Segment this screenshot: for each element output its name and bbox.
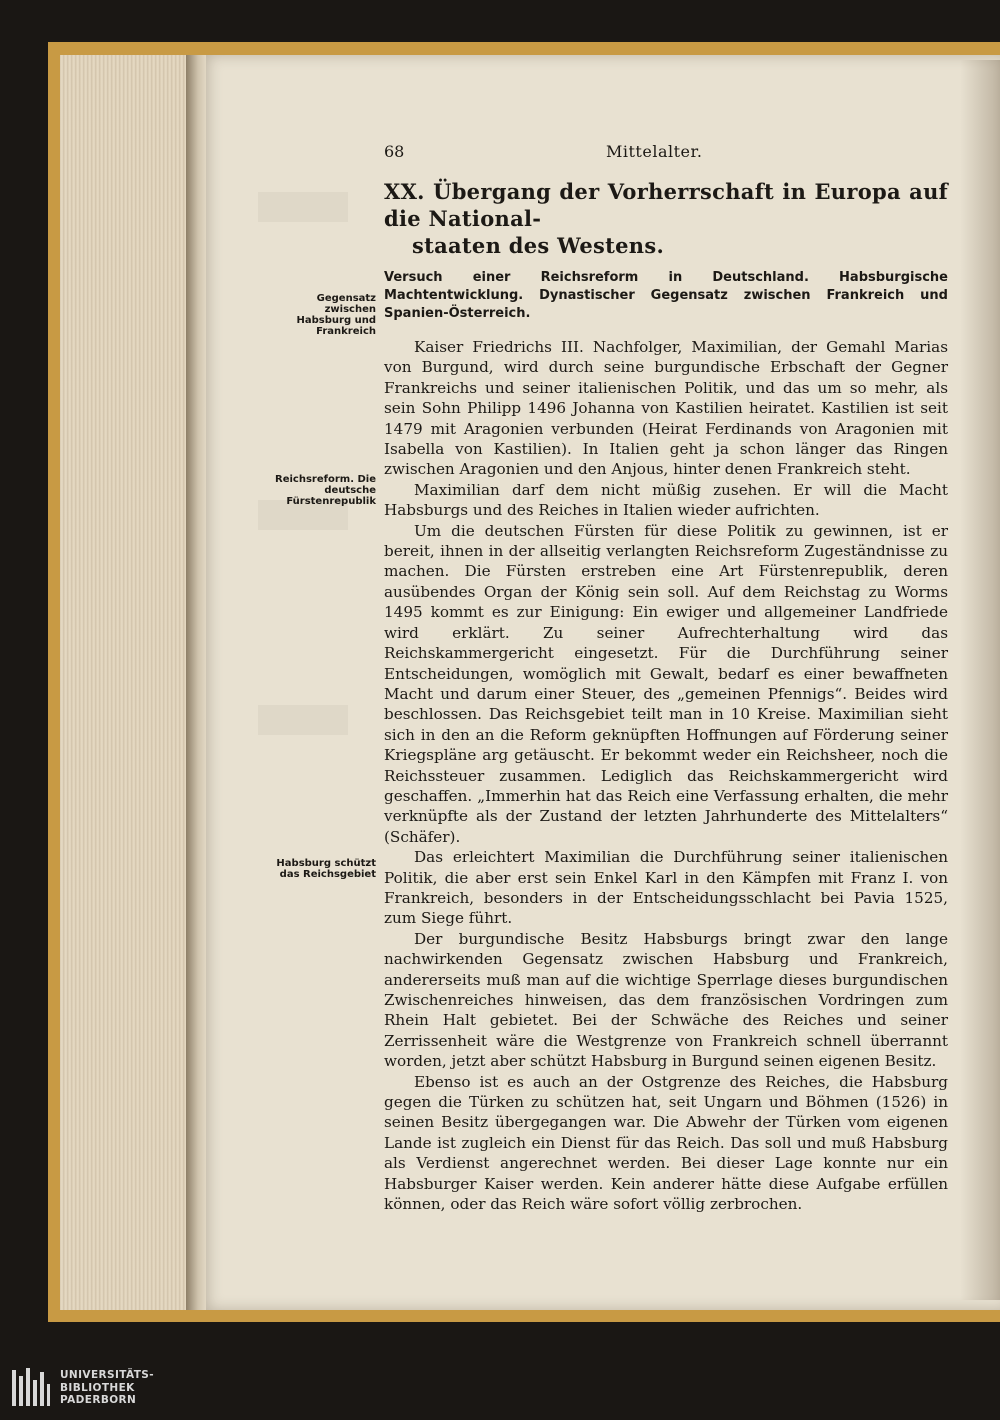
page-header [384, 140, 948, 168]
show-through-text [258, 192, 348, 222]
paragraph-5: Der burgundische Besitz Habsburgs bringt zwar den lange nachwirkenden Gegensatz zwischen Habsburg und Frankreich, andererseits muß man auf die wichtige Sperrlage dieses burgundischen Zwischenreiches hinweisen, das dem französischen Vordringen zum Rhein Halt gebietet. Bei der Schwäche des Reiches und seiner Zerrissenheit wäre die Westgrenze von Frankreich schnell überrannt worden, jetzt aber schützt Habsburg in Burgund seinen eigenen Besitz. [384, 929, 948, 1071]
paragraph-1: Kaiser Friedrichs III. Nachfolger, Maximilian, der Gemahl Marias von Burgund, wird durch seine burgundische Erbschaft der Gegner Frankreichs und seiner italienischen Politik, und das um so mehr, als sein Sohn Philipp 1496 Johanna von Kastilien heiratet. Kastilien ist seit 1479 mit Aragonien verbunden (Heirat Ferdinands von Aragonien mit Isabella von Kastilien). In Italien geht ja schon länger das Ringen zwischen Aragonien und den Anjous, hinter denen Frankreich steht. [384, 338, 948, 479]
library-logo-line-1: UNIVERSITÄTS- [60, 1369, 155, 1382]
paragraph-6: Ebenso ist es auch an der Ostgrenze des Reiches, die Habsburg gegen die Türken zu schützen hat, seit Ungarn und Böhmen (1526) in seinen Besitz übergegangen war. Die Abwehr der Türken vom eigenen Lande ist zugleich ein Dienst für das Reich. Das soll und muß Habsburg als Verdienst angerechnet werden. Bei dieser Lage konnte nur ein Habsburger Kaiser werden. Kein anderer hätte diese Aufgabe erfüllen können, oder das Reich wäre sofort völlig zerbrochen. [384, 1072, 948, 1214]
chapter-subtitle: Versuch einer Reichsreform in Deutschland. Habsburgische Machtentwicklung. Dynastischer Gegensatz zwischen Frankreich und Spanien-Österreich. [384, 270, 948, 321]
running-head: Mittelalter. [606, 142, 703, 161]
page-number: 68 [384, 142, 405, 161]
margin-note-reichsreform: Reichsreform. Die deutsche Fürstenrepublik [275, 474, 376, 507]
show-through-text [258, 705, 348, 735]
paragraph-4: Das erleichtert Maximilian die Durchführung seiner italienischen Politik, die aber erst sein Enkel Karl in den Kämpfen mit Franz I. von Frankreich, besonders in der Entscheidungsschlacht bei Pavia 1525, zum Siege führt. [384, 848, 948, 928]
page-gutter [186, 55, 206, 1310]
library-logo-line-2: BIBLIOTHEK [60, 1381, 135, 1394]
library-logo [10, 1366, 154, 1410]
paragraph-3: Um die deutschen Fürsten für diese Politik zu gewinnen, ist er bereit, ihnen in der allseitig verlangten Reichsreform Zugeständnisse zu machen. Die Fürsten erstreben eine Art Fürstenrepublik, deren ausübendes Organ der König sein soll. Auf dem Reichstag zu Worms 1495 kommt es zur Einigung: Ein ewiger und allgemeiner Landfriede wird erklärt. Zu seiner Aufrechterhaltung wird das Reichskammergericht eingesetzt. Für die Durchführung seiner Entscheidungen, womöglich mit Gewalt, bedarf es einer bewaffneten Macht und darum einer Steuer, des „gemeinen Pfennigs“. Beides wird beschlossen. Das Reichsgebiet teilt man in 10 Kreise. Maximilian sieht sich in den an die Reform geknüpften Hoffnungen auf Förderung seiner Kriegspläne arg getäuscht. Er bekommt weder ein Reichsheer, noch die Reichssteuer zusammen. Lediglich das Reichskammergericht wird geschaffen. „Immerhin hat das Reich eine Verfassung erhalten, die mehr verknüpfte als der Zustand der letzten Jahrhunderte des Mittelalters“ (Schäfer). [384, 521, 948, 846]
library-logo-text [60, 1369, 154, 1407]
library-logo-icon [10, 1366, 52, 1410]
paragraph-2: Maximilian darf dem nicht müßig zusehen. Er will die Macht Habsburgs und des Reiches in Italien wieder aufrichten. [384, 480, 948, 520]
chapter-title-line-2: staaten des Westens. [412, 233, 665, 258]
text-block [384, 140, 948, 1214]
margin-note-habsburg-schuetzt: Habsburg schützt das Reichsgebiet [276, 858, 376, 880]
library-logo-line-3: PADERBORN [60, 1394, 137, 1407]
page-curve-shadow [960, 60, 1000, 1300]
chapter-title-line-1: XX. Übergang der Vorherrschaft in Europa auf die National- [384, 179, 948, 231]
chapter-title [384, 178, 948, 259]
margin-note-gegensatz: Gegensatz zwischen Habsburg und Frankreich [296, 293, 376, 337]
page-edges [60, 55, 200, 1310]
